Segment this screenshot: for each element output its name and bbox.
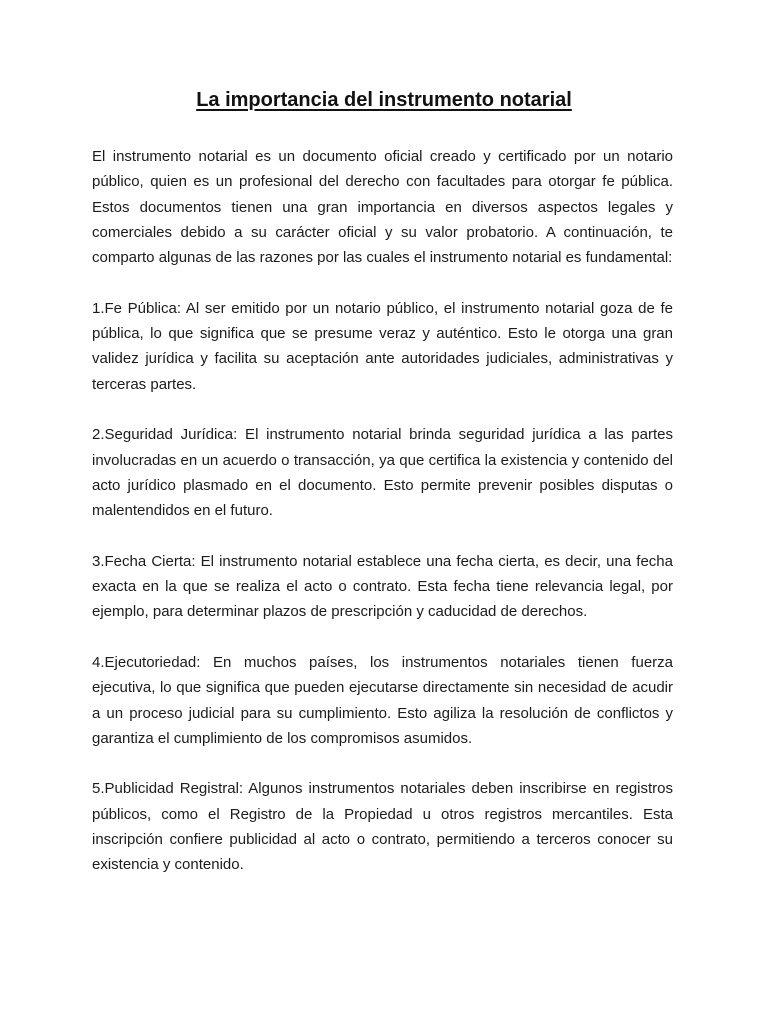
paragraph-ejecutoriedad: 4.Ejecutoriedad: En muchos países, los instrumentos notariales tienen fuerza ejecutiva, lo que significa que pueden ejecutarse directamente sin necesidad de acudir a un proceso judicial para su cumplimiento. Esto agiliza la resolución de conflictos y garantiza el cumplimiento de los compromisos asumidos. xyxy=(92,653,673,747)
paragraph-fecha-cierta: 3.Fecha Cierta: El instrumento notarial establece una fecha cierta, es decir, una fecha exacta en la que se realiza el acto o contrato. Esta fecha tiene relevancia legal, por ejemplo, para determinar plazos de prescripción y caducidad de derechos. xyxy=(92,552,673,621)
paragraph-fe-publica: 1.Fe Pública: Al ser emitido por un notario público, el instrumento notarial goza de fe pública, lo que significa que se presume veraz y auténtico. Esto le otorga una gran validez jurídica y facilita su aceptación ante autoridades judiciales, administrativas y terceras partes. xyxy=(92,299,673,393)
document-body xyxy=(92,144,673,903)
paragraph-publicidad-registral: 5.Publicidad Registral: Algunos instrumentos notariales deben inscribirse en registros públicos, como el Registro de la Propiedad u otros registros mercantiles. Esta inscripción confiere publicidad al acto o contrato, permitiendo a terceros conocer su existencia y contenido. xyxy=(92,780,673,874)
document-title: La importancia del instrumento notarial xyxy=(196,89,572,111)
intro-paragraph: El instrumento notarial es un documento oficial creado y certificado por un notario público, quien es un profesional del derecho con facultades para otorgar fe pública. Estos documentos tienen una gran importancia en diversos aspectos legales y comerciales debido a su carácter oficial y su valor probatorio. A continuación, te comparto algunas de las razones por las cuales el instrumento notarial es fundamental: xyxy=(92,148,673,267)
paragraph-seguridad-juridica: 2.Seguridad Jurídica: El instrumento notarial brinda seguridad jurídica a las partes involucradas en un acuerdo o transacción, ya que certifica la existencia y contenido del acto jurídico plasmado en el documento. Esto permite prevenir posibles disputas o malentendidos en el futuro. xyxy=(92,426,673,520)
